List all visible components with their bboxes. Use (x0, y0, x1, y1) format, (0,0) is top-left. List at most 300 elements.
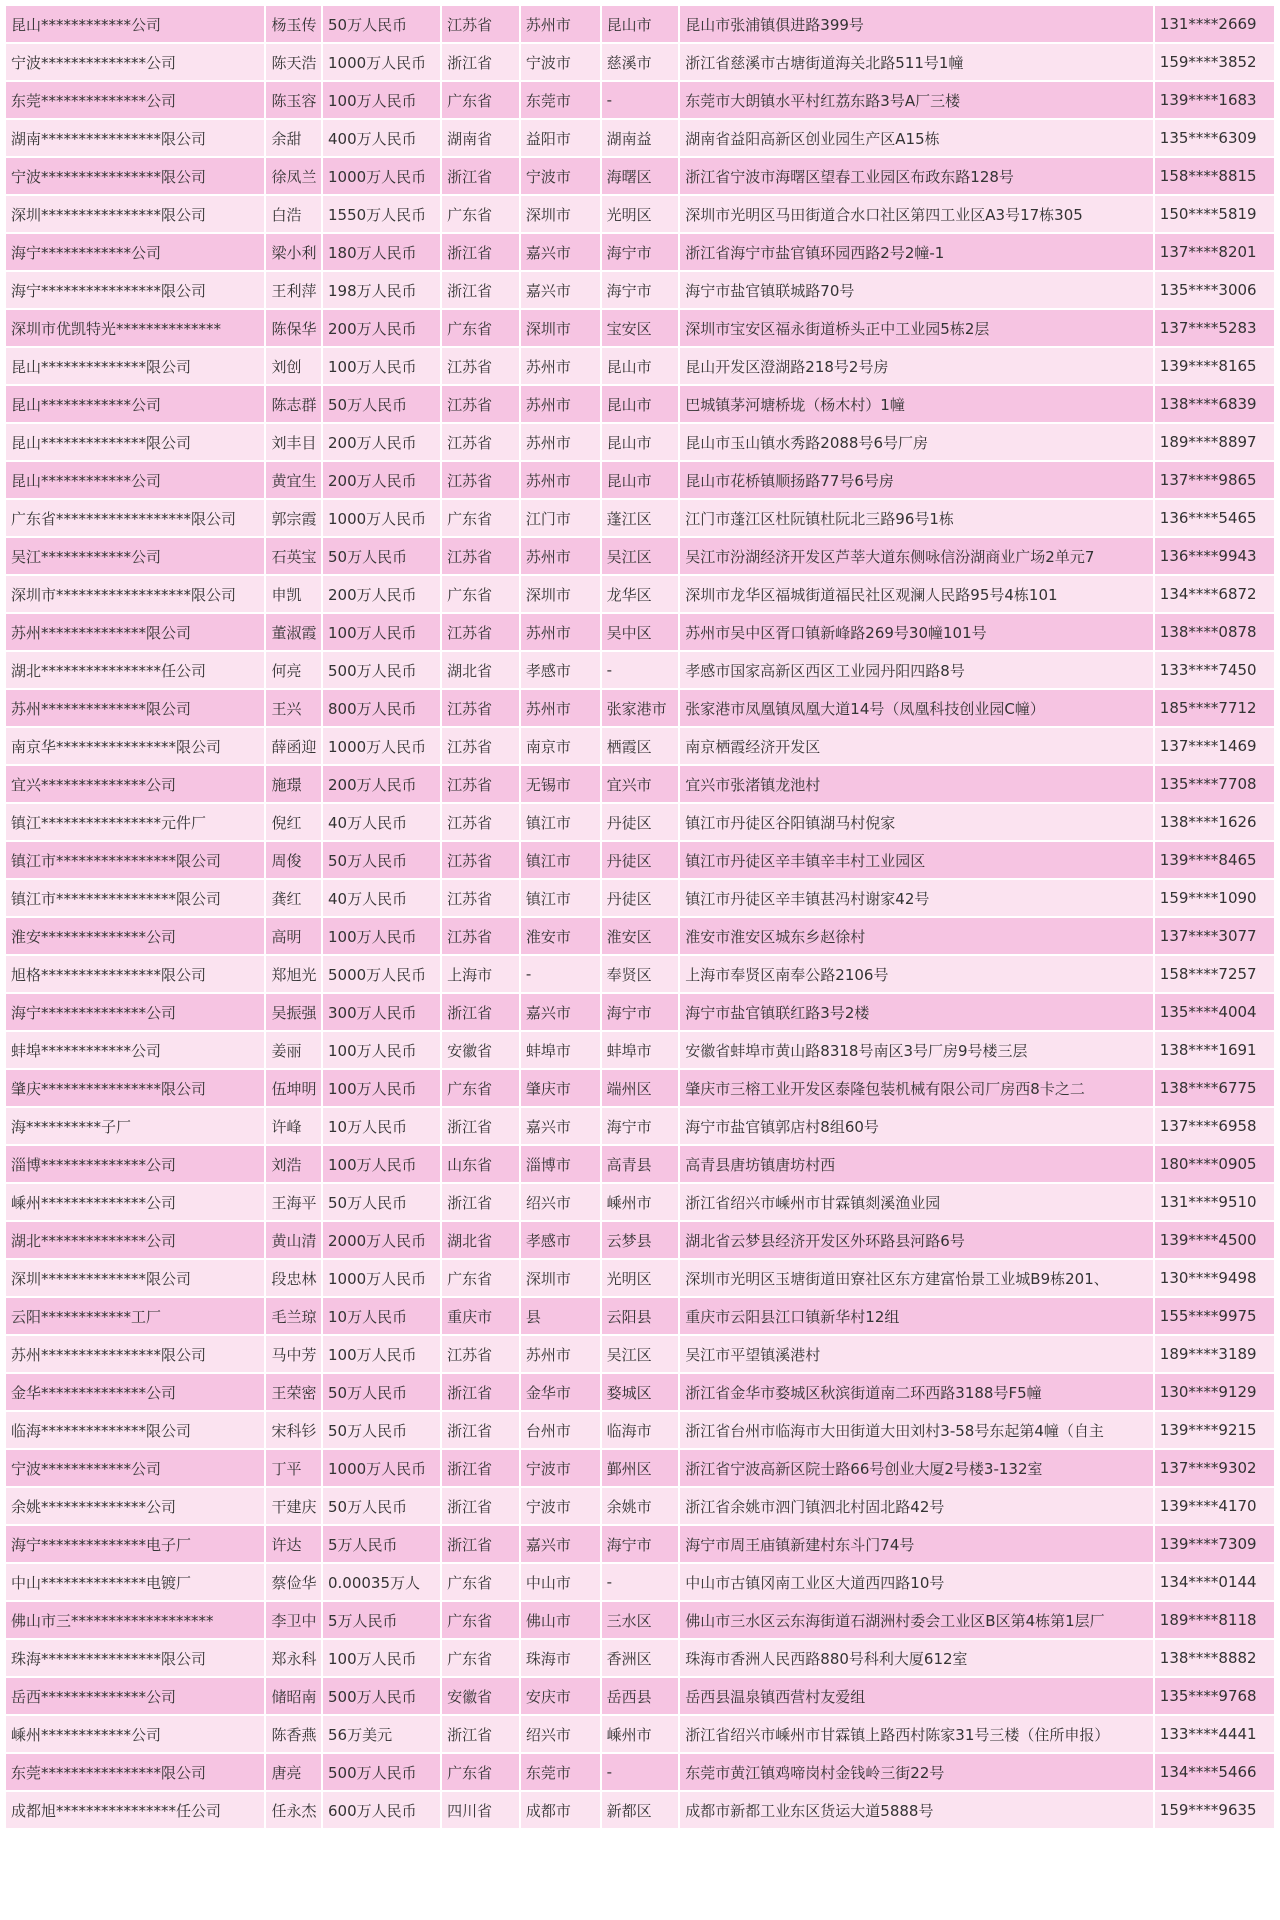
province-cell: 江苏省 (442, 918, 519, 954)
legal-person-cell: 郑旭光 (266, 956, 321, 992)
legal-person-cell: 何亮 (266, 652, 321, 688)
province-cell: 浙江省 (442, 1488, 519, 1524)
phone-cell: 159****1090 (1155, 880, 1274, 916)
registered-capital-cell: 10万人民币 (323, 1298, 440, 1334)
address-cell: 湖北省云梦县经济开发区外环路县河路6号 (680, 1222, 1153, 1258)
phone-cell: 139****1683 (1155, 82, 1274, 118)
table-row (6, 196, 1274, 232)
province-cell: 江苏省 (442, 386, 519, 422)
address-cell: 浙江省金华市婺城区秋滨街道南二环西路3188号F5幢 (680, 1374, 1153, 1410)
city-cell: 绍兴市 (521, 1716, 600, 1752)
address-cell: 东莞市大朗镇水平村红荔东路3号A厂三楼 (680, 82, 1153, 118)
district-cell: - (602, 1564, 679, 1600)
district-cell: 昆山市 (602, 348, 679, 384)
table-row (6, 1678, 1274, 1714)
address-cell: 重庆市云阳县江口镇新华村12组 (680, 1298, 1153, 1334)
province-cell: 安徽省 (442, 1032, 519, 1068)
registered-capital-cell: 200万人民币 (323, 310, 440, 346)
legal-person-cell: 陈保华 (266, 310, 321, 346)
province-cell: 广东省 (442, 1260, 519, 1296)
legal-person-cell: 黄宜生 (266, 462, 321, 498)
district-cell: 慈溪市 (602, 44, 679, 80)
province-cell: 浙江省 (442, 1526, 519, 1562)
table-row (6, 1032, 1274, 1068)
registered-capital-cell: 50万人民币 (323, 538, 440, 574)
table-row (6, 1412, 1274, 1448)
phone-cell: 159****9635 (1155, 1792, 1274, 1828)
phone-cell: 130****9498 (1155, 1260, 1274, 1296)
district-cell: 新都区 (602, 1792, 679, 1828)
address-cell: 孝感市国家高新区西区工业园丹阳四路8号 (680, 652, 1153, 688)
province-cell: 浙江省 (442, 1184, 519, 1220)
district-cell: 湖南益 (602, 120, 679, 156)
table-row (6, 1260, 1274, 1296)
address-cell: 岳西县温泉镇西营村友爱组 (680, 1678, 1153, 1714)
city-cell: 佛山市 (521, 1602, 600, 1638)
company-name-cell: 湖南****************限公司 (6, 120, 264, 156)
table-row (6, 1564, 1274, 1600)
company-name-cell: 苏州****************限公司 (6, 1336, 264, 1372)
registered-capital-cell: 300万人民币 (323, 994, 440, 1030)
registered-capital-cell: 1000万人民币 (323, 158, 440, 194)
company-name-cell: 吴江************公司 (6, 538, 264, 574)
province-cell: 湖北省 (442, 1222, 519, 1258)
city-cell: 苏州市 (521, 1336, 600, 1372)
province-cell: 江苏省 (442, 728, 519, 764)
registered-capital-cell: 400万人民币 (323, 120, 440, 156)
company-name-cell: 淮安**************公司 (6, 918, 264, 954)
company-table (4, 4, 1276, 1830)
registered-capital-cell: 500万人民币 (323, 1754, 440, 1790)
legal-person-cell: 蔡俭华 (266, 1564, 321, 1600)
city-cell: 苏州市 (521, 386, 600, 422)
city-cell: 肇庆市 (521, 1070, 600, 1106)
phone-cell: 137****6958 (1155, 1108, 1274, 1144)
district-cell: 光明区 (602, 1260, 679, 1296)
province-cell: 江苏省 (442, 880, 519, 916)
phone-cell: 138****6775 (1155, 1070, 1274, 1106)
table-row (6, 880, 1274, 916)
district-cell: 香洲区 (602, 1640, 679, 1676)
legal-person-cell: 郭宗霞 (266, 500, 321, 536)
table-row (6, 348, 1274, 384)
table-row (6, 6, 1274, 42)
company-name-cell: 昆山************公司 (6, 386, 264, 422)
company-name-cell: 岳西**************公司 (6, 1678, 264, 1714)
legal-person-cell: 李卫中 (266, 1602, 321, 1638)
address-cell: 巴城镇茅河塘桥垅（杨木村）1幢 (680, 386, 1153, 422)
city-cell: 宁波市 (521, 158, 600, 194)
city-cell: 益阳市 (521, 120, 600, 156)
city-cell: 镇江市 (521, 880, 600, 916)
district-cell: 余姚市 (602, 1488, 679, 1524)
district-cell: 丹徒区 (602, 880, 679, 916)
company-name-cell: 嵊州**************公司 (6, 1184, 264, 1220)
city-cell: 淄博市 (521, 1146, 600, 1182)
legal-person-cell: 伍坤明 (266, 1070, 321, 1106)
table-row (6, 728, 1274, 764)
district-cell: 宜兴市 (602, 766, 679, 802)
legal-person-cell: 段忠林 (266, 1260, 321, 1296)
company-name-cell: 湖北****************任公司 (6, 652, 264, 688)
district-cell: 高青县 (602, 1146, 679, 1182)
district-cell: 蚌埠市 (602, 1032, 679, 1068)
registered-capital-cell: 100万人民币 (323, 1070, 440, 1106)
province-cell: 湖北省 (442, 652, 519, 688)
legal-person-cell: 刘丰目 (266, 424, 321, 460)
city-cell: 蚌埠市 (521, 1032, 600, 1068)
city-cell: 安庆市 (521, 1678, 600, 1714)
city-cell: 苏州市 (521, 538, 600, 574)
company-name-cell: 余姚**************公司 (6, 1488, 264, 1524)
table-row (6, 158, 1274, 194)
company-name-cell: 宜兴**************公司 (6, 766, 264, 802)
city-cell: 苏州市 (521, 348, 600, 384)
table-row (6, 1374, 1274, 1410)
address-cell: 宜兴市张渚镇龙池村 (680, 766, 1153, 802)
registered-capital-cell: 198万人民币 (323, 272, 440, 308)
legal-person-cell: 陈玉容 (266, 82, 321, 118)
registered-capital-cell: 500万人民币 (323, 1678, 440, 1714)
address-cell: 镇江市丹徒区谷阳镇湖马村倪家 (680, 804, 1153, 840)
province-cell: 浙江省 (442, 158, 519, 194)
phone-cell: 139****8165 (1155, 348, 1274, 384)
legal-person-cell: 徐凤兰 (266, 158, 321, 194)
company-name-cell: 宁波************公司 (6, 1450, 264, 1486)
company-name-cell: 南京华****************限公司 (6, 728, 264, 764)
registered-capital-cell: 50万人民币 (323, 1374, 440, 1410)
city-cell: 县 (521, 1298, 600, 1334)
registered-capital-cell: 200万人民币 (323, 424, 440, 460)
province-cell: 安徽省 (442, 1678, 519, 1714)
phone-cell: 139****7309 (1155, 1526, 1274, 1562)
table-row (6, 272, 1274, 308)
district-cell: - (602, 652, 679, 688)
city-cell: 绍兴市 (521, 1184, 600, 1220)
address-cell: 佛山市三水区云东海街道石湖洲村委会工业区B区第4栋第1层厂 (680, 1602, 1153, 1638)
registered-capital-cell: 56万美元 (323, 1716, 440, 1752)
legal-person-cell: 吴振强 (266, 994, 321, 1030)
district-cell: 吴江区 (602, 538, 679, 574)
province-cell: 广东省 (442, 1640, 519, 1676)
legal-person-cell: 杨玉传 (266, 6, 321, 42)
province-cell: 江苏省 (442, 690, 519, 726)
province-cell: 广东省 (442, 500, 519, 536)
province-cell: 江苏省 (442, 1336, 519, 1372)
phone-cell: 158****8815 (1155, 158, 1274, 194)
address-cell: 安徽省蚌埠市黄山路8318号南区3号厂房9号楼三层 (680, 1032, 1153, 1068)
company-name-cell: 临海**************限公司 (6, 1412, 264, 1448)
province-cell: 浙江省 (442, 44, 519, 80)
province-cell: 广东省 (442, 1602, 519, 1638)
legal-person-cell: 白浩 (266, 196, 321, 232)
company-name-cell: 中山**************电镀厂 (6, 1564, 264, 1600)
province-cell: 江苏省 (442, 842, 519, 878)
registered-capital-cell: 1000万人民币 (323, 728, 440, 764)
company-name-cell: 镇江市****************限公司 (6, 842, 264, 878)
district-cell: 海宁市 (602, 1526, 679, 1562)
company-name-cell: 珠海****************限公司 (6, 1640, 264, 1676)
address-cell: 镇江市丹徒区辛丰镇甚冯村谢家42号 (680, 880, 1153, 916)
legal-person-cell: 董淑霞 (266, 614, 321, 650)
table-row (6, 1488, 1274, 1524)
address-cell: 海宁市盐官镇郭店村8组60号 (680, 1108, 1153, 1144)
district-cell: 龙华区 (602, 576, 679, 612)
province-cell: 江苏省 (442, 804, 519, 840)
district-cell: 张家港市 (602, 690, 679, 726)
phone-cell: 137****8201 (1155, 234, 1274, 270)
registered-capital-cell: 1000万人民币 (323, 44, 440, 80)
district-cell: 海宁市 (602, 1108, 679, 1144)
phone-cell: 135****9768 (1155, 1678, 1274, 1714)
city-cell: 嘉兴市 (521, 272, 600, 308)
phone-cell: 136****5465 (1155, 500, 1274, 536)
address-cell: 浙江省绍兴市嵊州市甘霖镇上路西村陈家31号三楼（住所申报） (680, 1716, 1153, 1752)
phone-cell: 133****4441 (1155, 1716, 1274, 1752)
company-name-cell: 嵊州************公司 (6, 1716, 264, 1752)
district-cell: - (602, 1754, 679, 1790)
province-cell: 浙江省 (442, 1412, 519, 1448)
legal-person-cell: 余甜 (266, 120, 321, 156)
city-cell: 东莞市 (521, 82, 600, 118)
city-cell: 苏州市 (521, 462, 600, 498)
district-cell: 吴江区 (602, 1336, 679, 1372)
district-cell: 吴中区 (602, 614, 679, 650)
table-row (6, 386, 1274, 422)
district-cell: 奉贤区 (602, 956, 679, 992)
city-cell: 嘉兴市 (521, 994, 600, 1030)
registered-capital-cell: 200万人民币 (323, 576, 440, 612)
address-cell: 南京栖霞经济开发区 (680, 728, 1153, 764)
district-cell: 岳西县 (602, 1678, 679, 1714)
company-name-cell: 东莞****************限公司 (6, 1754, 264, 1790)
phone-cell: 137****5283 (1155, 310, 1274, 346)
address-cell: 昆山开发区澄湖路218号2号房 (680, 348, 1153, 384)
city-cell: 苏州市 (521, 690, 600, 726)
city-cell: 成都市 (521, 1792, 600, 1828)
phone-cell: 134****5466 (1155, 1754, 1274, 1790)
table-row (6, 994, 1274, 1030)
city-cell: 无锡市 (521, 766, 600, 802)
table-row (6, 1450, 1274, 1486)
address-cell: 成都市新都工业东区货运大道5888号 (680, 1792, 1153, 1828)
table-row (6, 1754, 1274, 1790)
phone-cell: 158****7257 (1155, 956, 1274, 992)
table-row (6, 918, 1274, 954)
district-cell: 三水区 (602, 1602, 679, 1638)
province-cell: 浙江省 (442, 1374, 519, 1410)
province-cell: 广东省 (442, 1754, 519, 1790)
city-cell: 嘉兴市 (521, 234, 600, 270)
table-row (6, 1108, 1274, 1144)
table-row (6, 44, 1274, 80)
legal-person-cell: 薛函迎 (266, 728, 321, 764)
city-cell: 深圳市 (521, 1260, 600, 1296)
address-cell: 昆山市玉山镇水秀路2088号6号厂房 (680, 424, 1153, 460)
address-cell: 深圳市光明区玉塘街道田寮社区东方建富怡景工业城B9栋201、 (680, 1260, 1153, 1296)
district-cell: 淮安区 (602, 918, 679, 954)
city-cell: 中山市 (521, 1564, 600, 1600)
province-cell: 浙江省 (442, 234, 519, 270)
table-row (6, 1640, 1274, 1676)
province-cell: 湖南省 (442, 120, 519, 156)
table-row (6, 1792, 1274, 1828)
city-cell: 南京市 (521, 728, 600, 764)
phone-cell: 139****9215 (1155, 1412, 1274, 1448)
legal-person-cell: 马中芳 (266, 1336, 321, 1372)
address-cell: 海宁市盐官镇联红路3号2楼 (680, 994, 1153, 1030)
company-name-cell: 深圳市优凯特光************** (6, 310, 264, 346)
registered-capital-cell: 100万人民币 (323, 614, 440, 650)
address-cell: 浙江省余姚市泗门镇泗北村固北路42号 (680, 1488, 1153, 1524)
city-cell: 宁波市 (521, 44, 600, 80)
address-cell: 浙江省宁波市海曙区望春工业园区布政东路128号 (680, 158, 1153, 194)
company-name-cell: 昆山************公司 (6, 462, 264, 498)
phone-cell: 130****9129 (1155, 1374, 1274, 1410)
table-row (6, 1184, 1274, 1220)
city-cell: 孝感市 (521, 652, 600, 688)
address-cell: 深圳市光明区马田街道合水口社区第四工业区A3号17栋305 (680, 196, 1153, 232)
legal-person-cell: 宋科钐 (266, 1412, 321, 1448)
registered-capital-cell: 10万人民币 (323, 1108, 440, 1144)
district-cell: 蓬江区 (602, 500, 679, 536)
registered-capital-cell: 50万人民币 (323, 6, 440, 42)
legal-person-cell: 许峰 (266, 1108, 321, 1144)
city-cell: 苏州市 (521, 6, 600, 42)
legal-person-cell: 储昭南 (266, 1678, 321, 1714)
province-cell: 广东省 (442, 1564, 519, 1600)
registered-capital-cell: 100万人民币 (323, 1640, 440, 1676)
registered-capital-cell: 100万人民币 (323, 918, 440, 954)
table-row (6, 1298, 1274, 1334)
registered-capital-cell: 180万人民币 (323, 234, 440, 270)
legal-person-cell: 任永杰 (266, 1792, 321, 1828)
city-cell: 嘉兴市 (521, 1526, 600, 1562)
district-cell: 光明区 (602, 196, 679, 232)
phone-cell: 137****3077 (1155, 918, 1274, 954)
company-name-cell: 淄博**************公司 (6, 1146, 264, 1182)
table-body (6, 6, 1274, 1828)
registered-capital-cell: 40万人民币 (323, 804, 440, 840)
phone-cell: 138****1626 (1155, 804, 1274, 840)
province-cell: 四川省 (442, 1792, 519, 1828)
company-name-cell: 深圳****************限公司 (6, 196, 264, 232)
district-cell: 海宁市 (602, 234, 679, 270)
registered-capital-cell: 0.00035万人 (323, 1564, 440, 1600)
province-cell: 浙江省 (442, 1450, 519, 1486)
table-row (6, 424, 1274, 460)
address-cell: 浙江省慈溪市古塘街道海关北路511号1幢 (680, 44, 1153, 80)
city-cell: 金华市 (521, 1374, 600, 1410)
company-name-cell: 海宁**************电子厂 (6, 1526, 264, 1562)
table-row (6, 804, 1274, 840)
province-cell: 江苏省 (442, 6, 519, 42)
phone-cell: 131****9510 (1155, 1184, 1274, 1220)
address-cell: 深圳市龙华区福城街道福民社区观澜人民路95号4栋101 (680, 576, 1153, 612)
table-row (6, 1526, 1274, 1562)
phone-cell: 185****7712 (1155, 690, 1274, 726)
phone-cell: 189****8118 (1155, 1602, 1274, 1638)
city-cell: 淮安市 (521, 918, 600, 954)
company-name-cell: 金华**************公司 (6, 1374, 264, 1410)
registered-capital-cell: 50万人民币 (323, 842, 440, 878)
province-cell: 浙江省 (442, 1716, 519, 1752)
legal-person-cell: 许达 (266, 1526, 321, 1562)
city-cell: - (521, 956, 600, 992)
company-name-cell: 深圳市******************限公司 (6, 576, 264, 612)
company-name-cell: 旭格****************限公司 (6, 956, 264, 992)
legal-person-cell: 唐亮 (266, 1754, 321, 1790)
phone-cell: 135****3006 (1155, 272, 1274, 308)
table-row (6, 766, 1274, 802)
province-cell: 江苏省 (442, 766, 519, 802)
company-name-cell: 昆山**************限公司 (6, 424, 264, 460)
table-row (6, 690, 1274, 726)
registered-capital-cell: 600万人民币 (323, 1792, 440, 1828)
address-cell: 深圳市宝安区福永街道桥头正中工业园5栋2层 (680, 310, 1153, 346)
company-name-cell: 苏州**************限公司 (6, 690, 264, 726)
company-name-cell: 苏州**************限公司 (6, 614, 264, 650)
district-cell: 临海市 (602, 1412, 679, 1448)
legal-person-cell: 姜丽 (266, 1032, 321, 1068)
registered-capital-cell: 800万人民币 (323, 690, 440, 726)
district-cell: 鄞州区 (602, 1450, 679, 1486)
registered-capital-cell: 50万人民币 (323, 1184, 440, 1220)
table-row (6, 234, 1274, 270)
registered-capital-cell: 50万人民币 (323, 1412, 440, 1448)
city-cell: 台州市 (521, 1412, 600, 1448)
address-cell: 湖南省益阳高新区创业园生产区A15栋 (680, 120, 1153, 156)
city-cell: 深圳市 (521, 576, 600, 612)
district-cell: 海曙区 (602, 158, 679, 194)
city-cell: 江门市 (521, 500, 600, 536)
registered-capital-cell: 50万人民币 (323, 386, 440, 422)
province-cell: 江苏省 (442, 462, 519, 498)
district-cell: 海宁市 (602, 272, 679, 308)
company-name-cell: 东莞**************公司 (6, 82, 264, 118)
table-row (6, 1070, 1274, 1106)
legal-person-cell: 申凯 (266, 576, 321, 612)
address-cell: 吴江市汾湖经济开发区芦莘大道东侧咏信汾湖商业广场2单元7 (680, 538, 1153, 574)
address-cell: 珠海市香洲人民西路880号科利大厦612室 (680, 1640, 1153, 1676)
registered-capital-cell: 40万人民币 (323, 880, 440, 916)
legal-person-cell: 梁小利 (266, 234, 321, 270)
table-row (6, 500, 1274, 536)
registered-capital-cell: 100万人民币 (323, 1032, 440, 1068)
province-cell: 广东省 (442, 82, 519, 118)
district-cell: 丹徒区 (602, 842, 679, 878)
registered-capital-cell: 5000万人民币 (323, 956, 440, 992)
city-cell: 镇江市 (521, 842, 600, 878)
phone-cell: 134****6872 (1155, 576, 1274, 612)
province-cell: 广东省 (442, 576, 519, 612)
table-row (6, 120, 1274, 156)
province-cell: 广东省 (442, 196, 519, 232)
province-cell: 浙江省 (442, 272, 519, 308)
company-name-cell: 深圳**************限公司 (6, 1260, 264, 1296)
company-name-cell: 宁波**************公司 (6, 44, 264, 80)
company-name-cell: 昆山**************限公司 (6, 348, 264, 384)
phone-cell: 135****4004 (1155, 994, 1274, 1030)
address-cell: 海宁市盐官镇联城路70号 (680, 272, 1153, 308)
address-cell: 镇江市丹徒区辛丰镇辛丰村工业园区 (680, 842, 1153, 878)
province-cell: 江苏省 (442, 614, 519, 650)
phone-cell: 134****0144 (1155, 1564, 1274, 1600)
phone-cell: 155****9975 (1155, 1298, 1274, 1334)
company-name-cell: 湖北**************公司 (6, 1222, 264, 1258)
city-cell: 嘉兴市 (521, 1108, 600, 1144)
phone-cell: 138****1691 (1155, 1032, 1274, 1068)
